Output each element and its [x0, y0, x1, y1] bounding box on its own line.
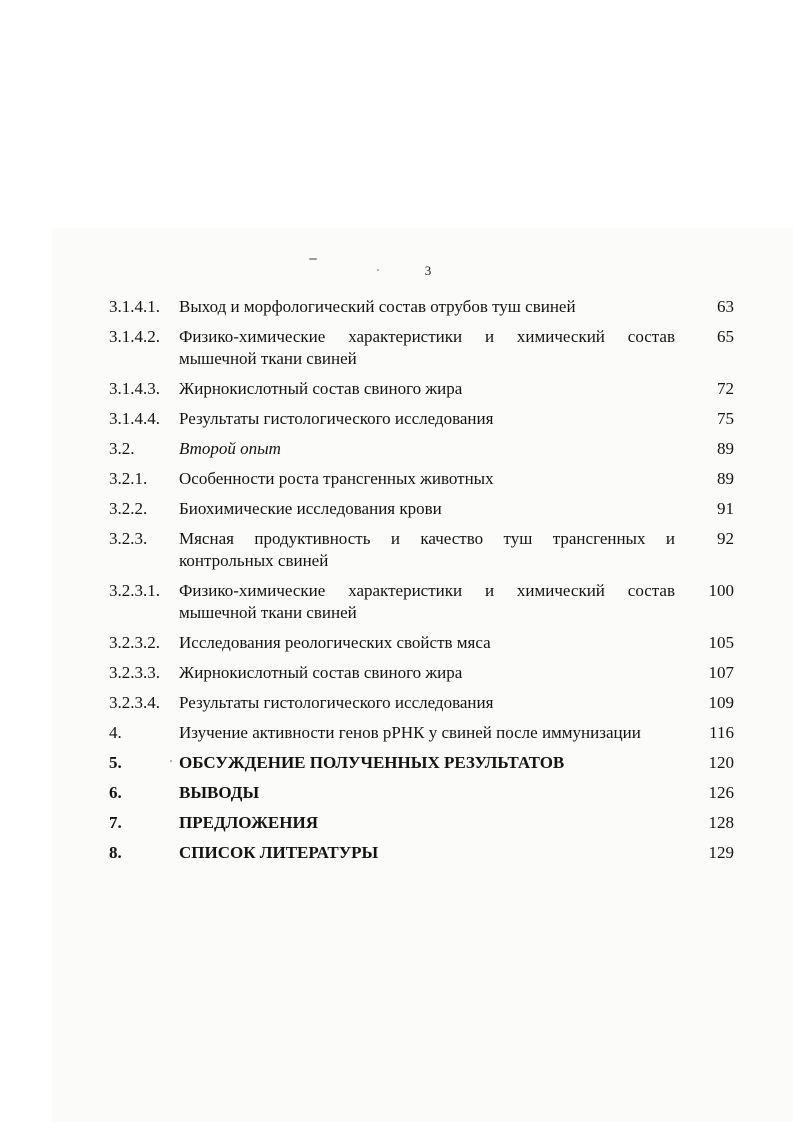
toc-entry — [109, 722, 734, 744]
toc-entry — [109, 498, 734, 520]
toc-entry-title: Изучение активности генов рРНК у свиней после иммунизации — [179, 723, 641, 742]
toc-entry-page: 109 — [708, 693, 734, 712]
toc-entry-number: 8. — [109, 843, 122, 862]
toc-entry-number: 3.2.3.3. — [109, 663, 160, 682]
toc-entry-number: 3.2.1. — [109, 469, 148, 488]
toc-entry-title: Исследования реологических свойств мяса — [179, 633, 491, 652]
toc-entry-title: Особенности роста трансгенных животных — [179, 469, 494, 488]
toc-entry — [109, 326, 734, 370]
toc-entry-page: 100 — [708, 581, 734, 600]
toc-entry-title: Результаты гистологического исследования — [179, 693, 494, 712]
toc-entry-title: Второй опыт — [179, 439, 281, 458]
toc-entry-number: 3.1.4.2. — [109, 327, 160, 346]
table-of-contents — [109, 296, 734, 872]
toc-entry-page: 91 — [717, 499, 734, 518]
toc-entry-number: 7. — [109, 813, 122, 832]
toc-entry-page: 75 — [717, 409, 734, 428]
toc-entry — [109, 296, 734, 318]
toc-entry — [109, 752, 734, 774]
toc-entry — [109, 468, 734, 490]
toc-entry-number: 3.1.4.3. — [109, 379, 160, 398]
toc-entry-page: 116 — [709, 723, 734, 742]
toc-entry-page: 63 — [717, 297, 734, 316]
toc-entry-page: 92 — [717, 529, 734, 548]
toc-entry — [109, 632, 734, 654]
toc-entry-number: 3.2.3.4. — [109, 693, 160, 712]
toc-entry-number: 3.1.4.4. — [109, 409, 160, 428]
toc-entry — [109, 812, 734, 834]
toc-entry — [109, 378, 734, 400]
toc-entry — [109, 580, 734, 624]
toc-entry-page: 120 — [708, 753, 734, 772]
toc-entry-page: 128 — [708, 813, 734, 832]
toc-entry-title: Жирнокислотный состав свиного жира — [179, 663, 463, 682]
toc-entry-title: Результаты гистологического исследования — [179, 409, 494, 428]
toc-entry — [109, 842, 734, 864]
toc-entry — [109, 692, 734, 714]
toc-entry-number: 3.2.3. — [109, 529, 148, 548]
toc-entry-number: 6. — [109, 783, 122, 802]
toc-entry — [109, 662, 734, 684]
toc-entry-number: 5. — [109, 753, 122, 772]
toc-entry-number: 3.1.4.1. — [109, 297, 160, 316]
scan-mark — [309, 258, 317, 260]
toc-entry — [109, 438, 734, 460]
page-number: 3 — [424, 263, 432, 278]
toc-entry-title: ОБСУЖДЕНИЕ ПОЛУЧЕННЫХ РЕЗУЛЬТАТОВ — [179, 753, 565, 772]
toc-entry-title: Жирнокислотный состав свиного жира — [179, 379, 463, 398]
toc-entry-page: 89 — [717, 469, 734, 488]
toc-entry-title: Мясная продуктивность и качество туш трансгенных и контрольных свиней — [179, 529, 675, 570]
toc-entry-number: 4. — [109, 723, 122, 742]
toc-entry-page: 126 — [708, 783, 734, 802]
toc-entry-page: 129 — [708, 843, 734, 862]
toc-entry-number: 3.2.3.2. — [109, 633, 160, 652]
toc-entry — [109, 528, 734, 572]
toc-entry-title: Биохимические исследования крови — [179, 499, 442, 518]
toc-entry — [109, 782, 734, 804]
toc-entry — [109, 408, 734, 430]
toc-entry-page: 65 — [717, 327, 734, 346]
toc-entry-page: 107 — [708, 663, 734, 682]
toc-entry-title: СПИСОК ЛИТЕРАТУРЫ — [179, 843, 379, 862]
scan-mark — [377, 269, 379, 271]
toc-entry-page: 105 — [708, 633, 734, 652]
toc-entry-title: Физико-химические характеристики и химический состав мышечной ткани свиней — [179, 327, 675, 368]
toc-entry-number: 3.2.2. — [109, 499, 148, 518]
toc-entry-number: 3.2.3.1. — [109, 581, 160, 600]
toc-entry-title: ПРЕДЛОЖЕНИЯ — [179, 813, 318, 832]
toc-entry-page: 72 — [717, 379, 734, 398]
toc-entry-number: 3.2. — [109, 439, 135, 458]
toc-entry-title: Физико-химические характеристики и химический состав мышечной ткани свиней — [179, 581, 675, 622]
toc-entry-title: ВЫВОДЫ — [179, 783, 260, 802]
toc-entry-title: Выход и морфологический состав отрубов туш свиней — [179, 297, 576, 316]
toc-entry-page: 89 — [717, 439, 734, 458]
